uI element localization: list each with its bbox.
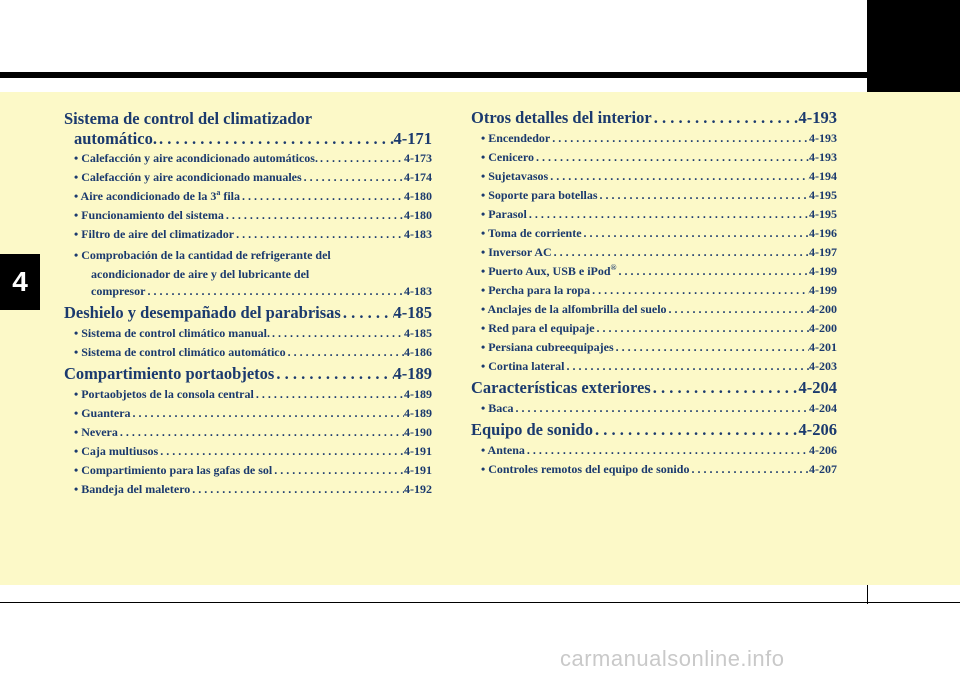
toc-entry-line: acondicionador de aire y del lubricante del — [91, 267, 310, 281]
toc-entry[interactable]: • Nevera . . . 4-190 — [64, 425, 432, 444]
toc-entry[interactable]: • Red para el equipaje . . . 4-200 — [471, 321, 837, 340]
toc-heading-entry[interactable]: Equipo de sonido . . . 4-206 — [471, 420, 837, 443]
toc-entry[interactable]: • Baca . . . 4-204 — [471, 401, 837, 420]
toc-entry[interactable]: • Calefacción y aire acondicionado manuales . . . 4-174 — [64, 170, 432, 189]
toc-entry[interactable]: • Inversor AC . . . 4-197 — [471, 245, 837, 264]
toc-entry[interactable]: • Antena . . . 4-206 — [471, 443, 837, 462]
toc-entry[interactable]: • Controles remotos del equipo de sonido . . . 4-207 — [471, 462, 837, 481]
watermark-text: carmanualsonline.info — [560, 646, 785, 671]
toc-heading-entry[interactable]: Compartimiento portaobjetos . . . 4-189 — [64, 364, 432, 387]
toc-entry[interactable]: • Puerto Aux, USB e iPod® . . . 4-199 — [471, 264, 837, 283]
toc-entry-line: • Comprobación de la cantidad de refrigerante del — [74, 248, 331, 262]
toc-heading-entry[interactable]: Deshielo y desempañado del parabrisas . . . 4-185 — [64, 303, 432, 326]
toc-entry[interactable]: • Soporte para botellas . . . 4-195 — [471, 188, 837, 207]
toc-entry[interactable]: • Calefacción y aire acondicionado automáticos. . . . 4-173 — [64, 151, 432, 170]
toc-entry[interactable]: • Parasol . . . 4-195 — [471, 207, 837, 226]
toc-entry[interactable]: • Aire acondicionado de la 3$^a$ fila . . . 4-180 — [64, 189, 432, 208]
toc-entry[interactable]: • Toma de corriente . . . 4-196 — [471, 226, 837, 245]
toc-entry[interactable]: • Caja multiusos . . . 4-191 — [64, 444, 432, 463]
toc-entry[interactable]: • Sistema de control climático automático . . . 4-186 — [64, 345, 432, 364]
toc-heading-entry[interactable]: Características exteriores . . . 4-204 — [471, 378, 837, 401]
toc-entry[interactable]: • Anclajes de la alfombrilla del suelo . . . 4-200 — [471, 302, 837, 321]
toc-heading: Sistema de control del climatizador — [64, 109, 313, 128]
toc-entry[interactable]: • Funcionamiento del sistema . . . 4-180 — [64, 208, 432, 227]
toc-entry[interactable]: • Persiana cubreequipajes . . . 4-201 — [471, 340, 837, 359]
toc-entry[interactable]: compresor . . . 4-183 — [64, 284, 432, 303]
toc-entry[interactable]: • Guantera . . . 4-189 — [64, 406, 432, 425]
toc-entry[interactable]: • Filtro de aire del climatizador . . . 4-183 — [64, 227, 432, 246]
toc-entry[interactable]: • Cenicero . . . 4-193 — [471, 150, 837, 169]
top-rule — [0, 72, 868, 78]
toc-entry[interactable]: • Encendedor . . . 4-193 — [471, 131, 837, 150]
toc-entry[interactable]: • Compartimiento para las gafas de sol . . . 4-191 — [64, 463, 432, 482]
chapter-corner-block — [868, 0, 960, 92]
toc-heading-entry[interactable]: Otros detalles del interior . . . 4-193 — [471, 108, 837, 131]
toc-entry[interactable]: • Cortina lateral . . . 4-203 — [471, 359, 837, 378]
toc-entry[interactable]: • Bandeja del maletero . . . 4-192 — [64, 482, 432, 501]
leader-dots — [157, 129, 394, 149]
chapter-tab: 4 — [0, 254, 40, 310]
toc-heading-entry[interactable]: automático. . . . 4-171 — [64, 129, 432, 151]
toc-entry[interactable]: • Sistema de control climático manual. . . . 4-185 — [64, 326, 432, 345]
toc-entry[interactable]: • Sujetavasos . . . 4-194 — [471, 169, 837, 188]
toc-right-column — [471, 108, 837, 481]
toc-left-column — [64, 108, 432, 501]
toc-entry[interactable]: • Portaobjetos de la consola central . . . 4-189 — [64, 387, 432, 406]
toc-entry[interactable]: • Percha para la ropa . . . 4-199 — [471, 283, 837, 302]
bottom-rule — [0, 602, 960, 603]
